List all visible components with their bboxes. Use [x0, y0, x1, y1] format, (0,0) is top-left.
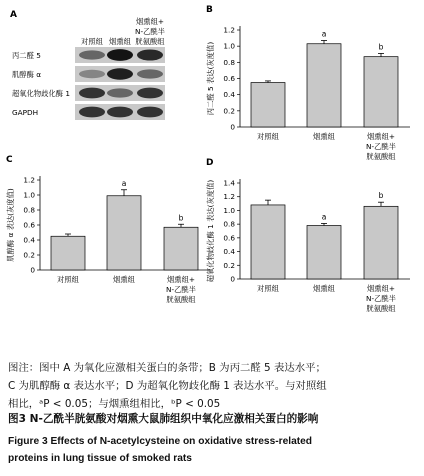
x-tick-label: 胱氨酸组 [166, 295, 196, 304]
protein-label: 超氧化物歧化酶 1 [12, 89, 71, 98]
x-tick-label: 烟熏组 [313, 132, 335, 141]
y-tick-label: 0.4 [223, 90, 235, 100]
bar [51, 236, 85, 270]
title-en-line: Figure 3 Effects of N-acetylcysteine on oxidative stress-related [8, 436, 313, 447]
blot-band [107, 88, 133, 97]
y-tick-label: 0.8 [223, 219, 235, 229]
y-axis-label: 超氧化物歧化酶 1 表达(灰度值) [206, 179, 215, 283]
x-tick-label: 对照组 [257, 284, 279, 293]
y-tick-label: 1.0 [223, 205, 235, 215]
blot-band [79, 107, 105, 118]
blot-band [79, 50, 105, 59]
x-tick-label: 烟熏组+ [166, 275, 196, 284]
x-tick-label: 烟熏组 [313, 284, 335, 293]
x-tick-label: 烟熏组 [113, 275, 135, 284]
significance-label: a [121, 178, 127, 188]
y-tick-label: 0 [230, 122, 235, 132]
x-tick-label: N-乙酰半 [166, 285, 196, 294]
panel-letter: B [206, 5, 213, 15]
y-tick-label: 1.0 [23, 190, 35, 200]
bar [164, 227, 198, 270]
figure-note [8, 359, 418, 413]
lane-label: 胱氨酸组 [135, 37, 165, 46]
blot-band [137, 107, 163, 118]
y-tick-label: 0.2 [223, 106, 235, 116]
title-en-line: proteins in lung tissue of smoked rats [8, 453, 192, 464]
blot-band [137, 49, 163, 60]
bar [364, 206, 398, 279]
y-tick-label: 0 [230, 274, 235, 284]
x-tick-label: 烟熏组+ [366, 284, 396, 293]
figure-title-chinese: 图3 N-乙酰半胱氨酸对烟熏大鼠肺组织中氧化应激相关蛋白的影响 [8, 413, 319, 425]
protein-label: 丙二醛 5 [12, 51, 41, 60]
y-tick-label: 0.4 [23, 235, 35, 245]
x-tick-label: N-乙酰半 [366, 294, 396, 303]
blot-band [137, 69, 163, 78]
y-tick-label: 0 [30, 265, 35, 275]
blot-band [137, 88, 163, 99]
y-tick-label: 0.8 [23, 205, 35, 215]
figure-title-english [8, 433, 418, 467]
y-axis-label: 肌醇酶 α 表达(灰度值) [6, 188, 15, 262]
x-tick-label: N-乙酰半 [366, 142, 396, 151]
lane-label: N-乙酰半 [135, 27, 165, 36]
significance-label: b [178, 213, 184, 223]
y-axis-label: 丙二醛 5 表达(灰度值) [206, 41, 215, 116]
y-tick-label: 0.2 [223, 260, 235, 270]
blot-band [107, 107, 133, 118]
x-tick-label: 对照组 [257, 132, 279, 141]
y-tick-label: 0.4 [223, 247, 235, 257]
significance-label: a [321, 29, 327, 39]
y-tick-label: 0.6 [23, 220, 35, 230]
y-tick-label: 1.4 [223, 178, 235, 188]
y-tick-label: 1.2 [23, 175, 35, 185]
bar [251, 205, 285, 279]
blot-band [107, 68, 133, 79]
panel-letter: A [10, 10, 17, 20]
y-tick-label: 1.0 [223, 41, 235, 51]
lane-label: 对照组 [81, 37, 103, 46]
y-tick-label: 0.6 [223, 233, 235, 243]
bar [107, 196, 141, 270]
lane-label: 烟熏组+ [135, 17, 165, 26]
blot-band [79, 88, 105, 99]
bar [251, 83, 285, 127]
x-tick-label: 胱氨酸组 [366, 152, 396, 161]
y-tick-label: 1.2 [223, 25, 235, 35]
blot-band [79, 70, 105, 78]
y-tick-label: 0.2 [23, 250, 35, 260]
panel-letter: D [206, 158, 214, 168]
bar [307, 44, 341, 127]
note-line: C 为肌醇酶 α 表达水平；D 为超氧化物歧化酶 1 表达水平。与对照组 [8, 380, 327, 392]
blot-band [107, 49, 133, 61]
y-tick-label: 0.6 [223, 74, 235, 83]
x-tick-label: 对照组 [57, 275, 79, 284]
note-line: 图注：图中 A 为氧化应激相关蛋白的条带；B 为丙二醛 5 表达水平； [8, 362, 326, 374]
protein-label: GAPDH [12, 108, 39, 117]
bar [307, 226, 341, 279]
bar [364, 57, 398, 127]
panel-letter: C [6, 155, 13, 165]
y-tick-label: 0.8 [223, 57, 235, 67]
significance-label: b [378, 191, 384, 201]
significance-label: a [321, 212, 327, 222]
significance-label: b [378, 42, 384, 52]
protein-label: 肌醇酶 α [12, 70, 42, 79]
note-line: 相比，ᵃP < 0.05；与烟熏组相比，ᵇP < 0.05 [8, 398, 221, 410]
x-tick-label: 烟熏组+ [366, 132, 396, 141]
lane-label: 烟熏组 [109, 37, 131, 46]
y-tick-label: 1.2 [223, 192, 235, 202]
x-tick-label: 胱氨酸组 [366, 304, 396, 313]
